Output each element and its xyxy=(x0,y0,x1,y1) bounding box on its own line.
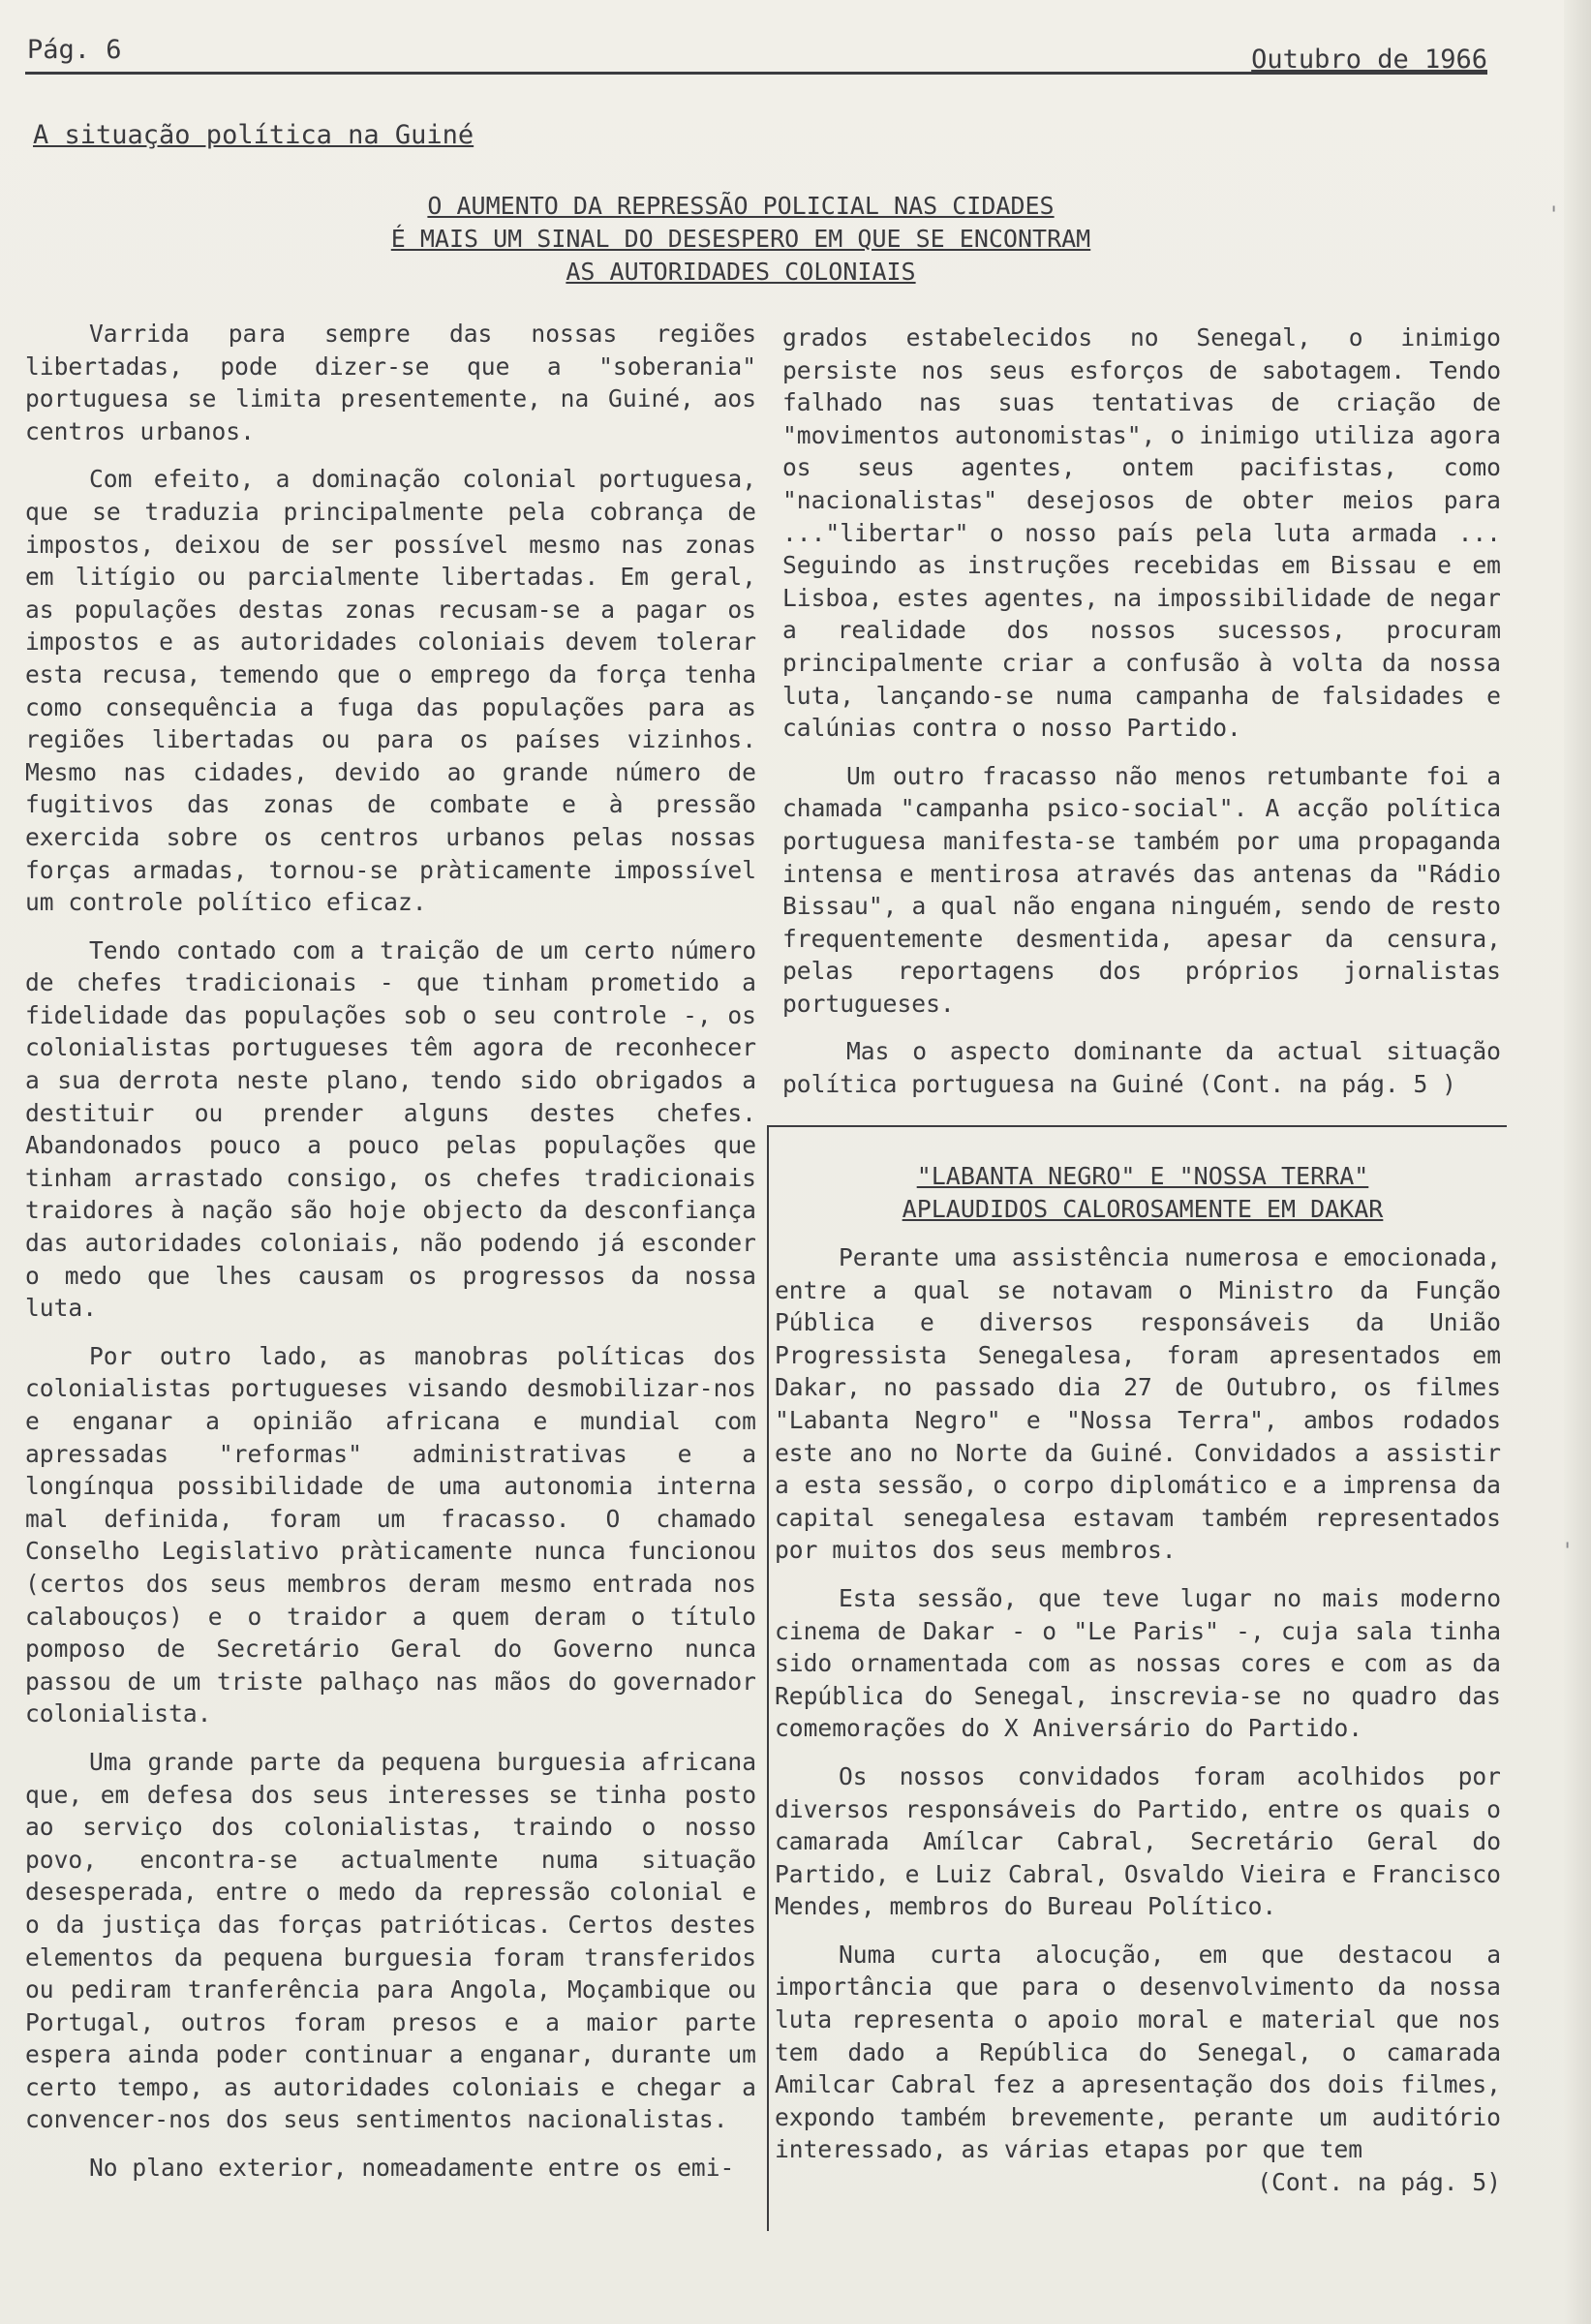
box-top-rule xyxy=(767,1125,1507,1127)
article-paragraph: Tendo contado com a traição de um certo número de chefes tradicionais - que tinham prometido a fidelidade das populações sob o seu controle -, os colonialistas portugueses têm agora de reconhecer a sua derrota neste plano, tendo sido obrigados a destituir ou prender alguns destes chefes. Abandonados pouco a pouco pelas populações que tinham arrastado consigo, os chefes tradicionais traidores à nação são hoje objecto da desconfiança das autoridades coloniais, não podendo já esconder o medo que lhes causam os progressos da nossa luta. xyxy=(25,935,756,1323)
headline-line-1: O AUMENTO DA REPRESSÃO POLICIAL NAS CIDADES xyxy=(427,192,1055,220)
article-paragraph: Varrida para sempre das nossas regiões libertadas, pode dizer-se que a "soberania" portuguesa se limita presentemente, na Guiné, aos centros urbanos. xyxy=(25,320,756,445)
box-paragraph: Os nossos convidados foram acolhidos por diversos responsáveis do Partido, entre os quais o camarada Amílcar Cabral, Secretário Geral do Partido, e Luiz Cabral, Osvaldo Vieira e Francisco Mendes, membros do Bureau Político. xyxy=(775,1761,1501,1921)
margin-mark: ' xyxy=(1561,1540,1575,1564)
section-title: A situação política na Guiné xyxy=(33,120,474,150)
box-paragraph: Perante uma assistência numerosa e emocionada, entre a qual se notavam o Ministro da Função Pública e diversos responsáveis da União Progressista Senegalesa, foram apresentados em Dakar, no passado dia 27 de Outubro, os filmes "Labanta Negro" e "Nossa Terra", ambos rodados este ano no Norte da Guiné. Convidados a assistir a esta sessão, o corpo diplomático e a imprensa da capital senegalesa estavam também representados por muitos dos seus membros. xyxy=(775,1243,1501,1565)
article-paragraph: Um outro fracasso não menos retumbante foi a chamada "campanha psico-social". A acção política portuguesa manifesta-se também por uma propaganda intensa e mentirosa através das antenas da "Rádio Bissau", a qual não engana ninguém, sendo de resto frequentemente desmentida, apesar da censura, pelas reportagens dos próprios jornalistas portugueses. xyxy=(782,761,1501,1018)
article-paragraph: Por outro lado, as manobras políticas dos colonialistas portugueses visando desmobilizar-nos e enganar a opinião africana e mundial com apressadas "reformas" administrativas e a longínqua possibilidade de uma autonomia interna mal definida, foram um fracasso. O chamado Conselho Legislativo pràticamente nunca funcionou (certos dos seus membros deram mesmo entrada nos calabouços) e o traidor a quem deram o título pomposo de Secretário Geral do Governo nunca passou de um triste palhaço nas mãos do governador colonialista. xyxy=(25,1341,756,1728)
box-headline-line-2: APLAUDIDOS CALOROSAMENTE EM DAKAR xyxy=(902,1195,1384,1223)
box-paragraph: Esta sessão, que teve lugar no mais moderno cinema de Dakar - o "Le Paris" -, cuja sala tinha sido ornamentada com as nossas cores e com as da República do Senegal, inscrevia-se no quadro das comemorações do X Aniversário do Partido. xyxy=(775,1583,1501,1743)
box-left-rule xyxy=(767,1127,769,2231)
box-headline-line-1: "LABANTA NEGRO" E "NOSSA TERRA" xyxy=(916,1162,1369,1190)
box-paragraph: Numa curta alocução, em que destacou a importância que para o desenvolvimento da nossa luta representa o apoio moral e material que nos tem dado a República do Senegal, o camarada Amilcar Cabral fez a apresentação dos dois filmes, expondo também brevemente, perante um auditório interessado, as várias etapas por que tem xyxy=(775,1940,1501,2164)
page-edge-shadow xyxy=(1564,0,1591,2324)
box-article-column xyxy=(775,1241,1501,2199)
continuation-note: (Cont. na pág. 5) xyxy=(1257,2168,1501,2197)
article-column-right xyxy=(782,321,1501,1116)
article-paragraph: Com efeito, a dominação colonial portuguesa, que se traduzia principalmente pela cobrança de impostos, deixou de ser possível mesmo nas zonas em litígio ou parcialmente libertadas. Em geral, as populações destas zonas recusam-se a pagar os impostos e as autoridades coloniais devem tolerar esta recusa, temendo que o emprego da força tenha como consequência a fuga das populações para as regiões libertadas ou para os países vizinhos. Mesmo nas cidades, devido ao grande número de fugitivos das zonas de combate e à pressão exercida sobre os centros urbanos pelas nossas forças armadas, tornou-se pràticamente impossível um controle político eficaz. xyxy=(25,465,756,917)
article-paragraph: No plano exterior, nomeadamente entre os emi- xyxy=(89,2154,735,2183)
headline-line-3: AS AUTORIDADES COLONIAIS xyxy=(566,258,916,286)
box-headline xyxy=(775,1160,1511,1226)
article-paragraph: grados estabelecidos no Senegal, o inimigo persiste nos seus esforços de sabotagem. Tendo falhado nas suas tentativas de criação de "movimentos autonomistas", o inimigo utiliza agora os seus agentes, ontem pacifistas, como "nacionalistas" desejosos de obter meios para ..."libertar" o nosso país pela luta armada ... Seguindo as instruções recebidas em Bissau e em Lisboa, estes agentes, na impossibilidade de negar a realidade dos nossos sucessos, procuram principalmente criar a confusão à volta da nossa luta, lançando-se numa campanha de falsidades e calúnias contra o nosso Partido. xyxy=(782,323,1501,743)
page-number: Pág. 6 xyxy=(27,35,122,65)
issue-date: Outubro de 1966 xyxy=(1251,45,1487,75)
margin-mark: ' xyxy=(1547,203,1561,228)
headline-line-2: É MAIS UM SINAL DO DESESPERO EM QUE SE ENCONTRAM xyxy=(390,225,1091,253)
article-continuation: Mas o aspecto dominante da actual situação política portuguesa na Guiné (Cont. na pág. 5 ) xyxy=(782,1037,1501,1099)
article-headline xyxy=(291,190,1191,289)
page-header xyxy=(25,29,1487,75)
article-column-left xyxy=(25,318,756,2200)
article-paragraph: Uma grande parte da pequena burguesia africana que, em defesa dos seus interesses se tinha posto ao serviço dos colonialistas, traindo o nosso povo, encontra-se actualmente numa situação desesperada, entre o medo da repressão colonial e o da justiça das forças patrióticas. Certos destes elementos da pequena burguesia foram transferidos ou pediram tranferência para Angola, Moçambique ou Portugal, outros foram presos e a maior parte espera ainda poder continuar a enganar, durante um certo tempo, as autoridades coloniais e chegar a convencer-nos dos seus sentimentos nacionalistas. xyxy=(25,1747,756,2134)
